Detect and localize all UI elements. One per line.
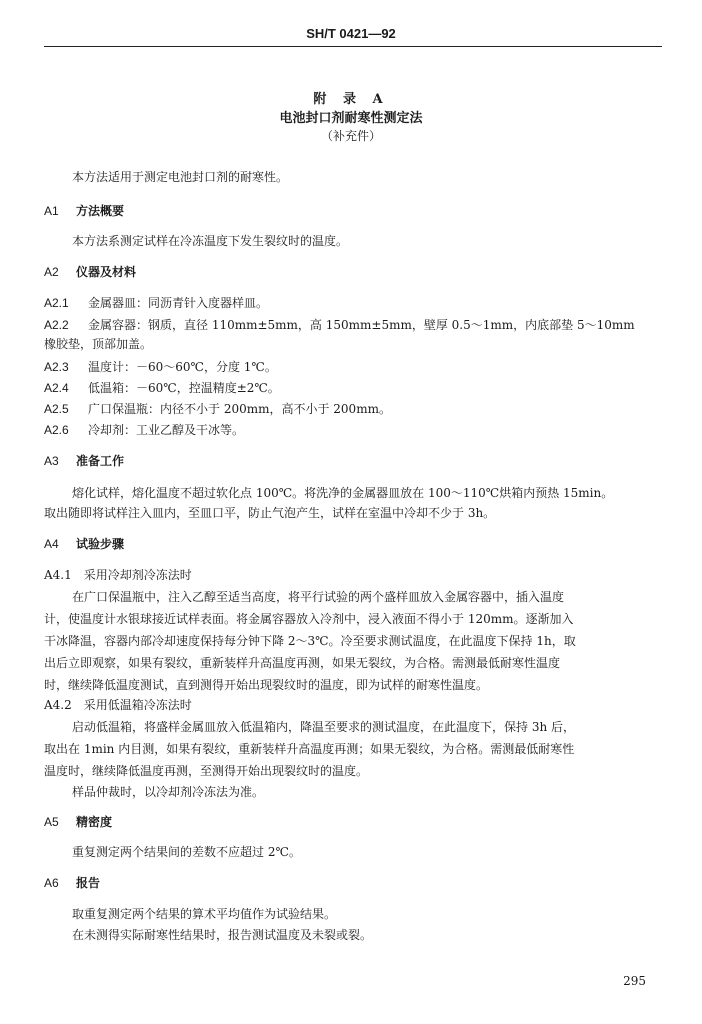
section-a3-heading [44,452,124,469]
paragraph-line: 在广口保温瓶中，注入乙醇至适当高度，将平行试验的两个盛样皿放入金属容器中，插入温度 [72,590,565,604]
paragraph-line: 计，使温度计水银球接近试样表面。将金属容器放入冷剂中，浸入液面不得小于 120mm。逐渐加入 [44,612,574,626]
subsection-heading: A4.2 采用低温箱冷冻法时 [44,698,192,712]
section-a4-heading [44,535,124,552]
paragraph-line: 启动低温箱，将盛样金属皿放入低温箱内，降温至要求的测试温度，在此温度下，保持 3h 后， [72,720,575,734]
section-title: 仪器及材料 [76,265,137,279]
section-a1-heading [44,202,124,219]
section-number: A4 [44,537,59,551]
paragraph-line: 熔化试样，熔化温度不超过软化点 100℃。将洗净的金属器皿放在 100～110℃烘箱内预热 15min。 [72,486,614,500]
paragraph-line: 出后立即观察，如果有裂纹，重新装样升高温度再测，如果无裂纹，为合格。需测最低耐寒性温度 [44,656,561,670]
section-title: 方法概要 [76,204,125,218]
section-number: A3 [44,454,59,468]
section-a5-heading [44,813,112,830]
paragraph-line: 取出在 1min 内目测，如果有裂纹，重新装样升高温度再测；如果无裂纹，为合格。需测最低耐寒性 [44,742,575,756]
section-title: 报告 [76,876,101,890]
list-item: A2.3 温度计：－60～60℃，分度 1℃。 [44,360,277,374]
section-title: 试验步骤 [76,537,125,551]
section-a6-heading [44,874,100,891]
paragraph-line: 在未测得实际耐寒性结果时，报告测试温度及未裂或裂。 [72,928,373,942]
subsection-heading: A4.1 采用冷却剂冷冻法时 [44,568,192,582]
section-number: A5 [44,815,59,829]
section-a1-body: 本方法系测定试样在冷冻温度下发生裂纹时的温度。 [72,234,349,248]
header-rule [44,46,662,47]
appendix-note: （补充件） [320,129,381,143]
list-item-continuation: 橡胶垫，顶部加盖。 [44,337,153,351]
section-number: A6 [44,876,59,890]
intro-paragraph: 本方法适用于测定电池封口剂的耐寒性。 [72,170,289,184]
section-number: A1 [44,204,59,218]
section-number: A2 [44,265,59,279]
paragraph-line: 取出随即将试样注入皿内，至皿口平，防止气泡产生，试样在室温中冷却不少于 3h。 [44,506,496,520]
appendix-title: 电池封口剂耐寒性测定法 [279,111,423,126]
paragraph-line: 取重复测定两个结果的算术平均值作为试验结果。 [72,907,337,921]
paragraph-line: 温度时，继续降低温度再测，至测得开始出现裂纹时的温度。 [44,764,369,778]
paragraph-line: 时，继续降低温度测试，直到测得开始出现裂纹时的温度，即为试样的耐寒性温度。 [44,678,489,692]
section-title: 精密度 [76,815,113,829]
section-title: 准备工作 [76,454,125,468]
page-number: 295 [623,974,646,988]
paragraph-line: 样品仲裁时，以冷却剂冷冻法为准。 [72,785,265,799]
appendix-label: 附 录 A [313,92,389,107]
list-item: A2.2 金属容器：钢质，直径 110mm±5mm，高 150mm±5mm，壁厚 0.5～1mm，内底部垫 5～10mm [44,318,635,332]
paragraph-line: 干冰降温，容器内部冷却速度保持每分钟下降 2～3℃。冷至要求测试温度，在此温度下保持 1h，取 [44,634,576,648]
page-header: SH/T 0421—92 [306,26,396,41]
section-a5-body: 重复测定两个结果间的差数不应超过 2℃。 [72,845,301,859]
list-item: A2.1 金属器皿：同沥青针入度器样皿。 [44,296,269,310]
list-item: A2.6 冷却剂：工业乙醇及干冰等。 [44,423,245,437]
section-a2-heading [44,263,136,280]
list-item: A2.4 低温箱：－60℃，控温精度±2℃。 [44,381,280,395]
list-item: A2.5 广口保温瓶：内径不小于 200mm，高不小于 200mm。 [44,402,391,416]
